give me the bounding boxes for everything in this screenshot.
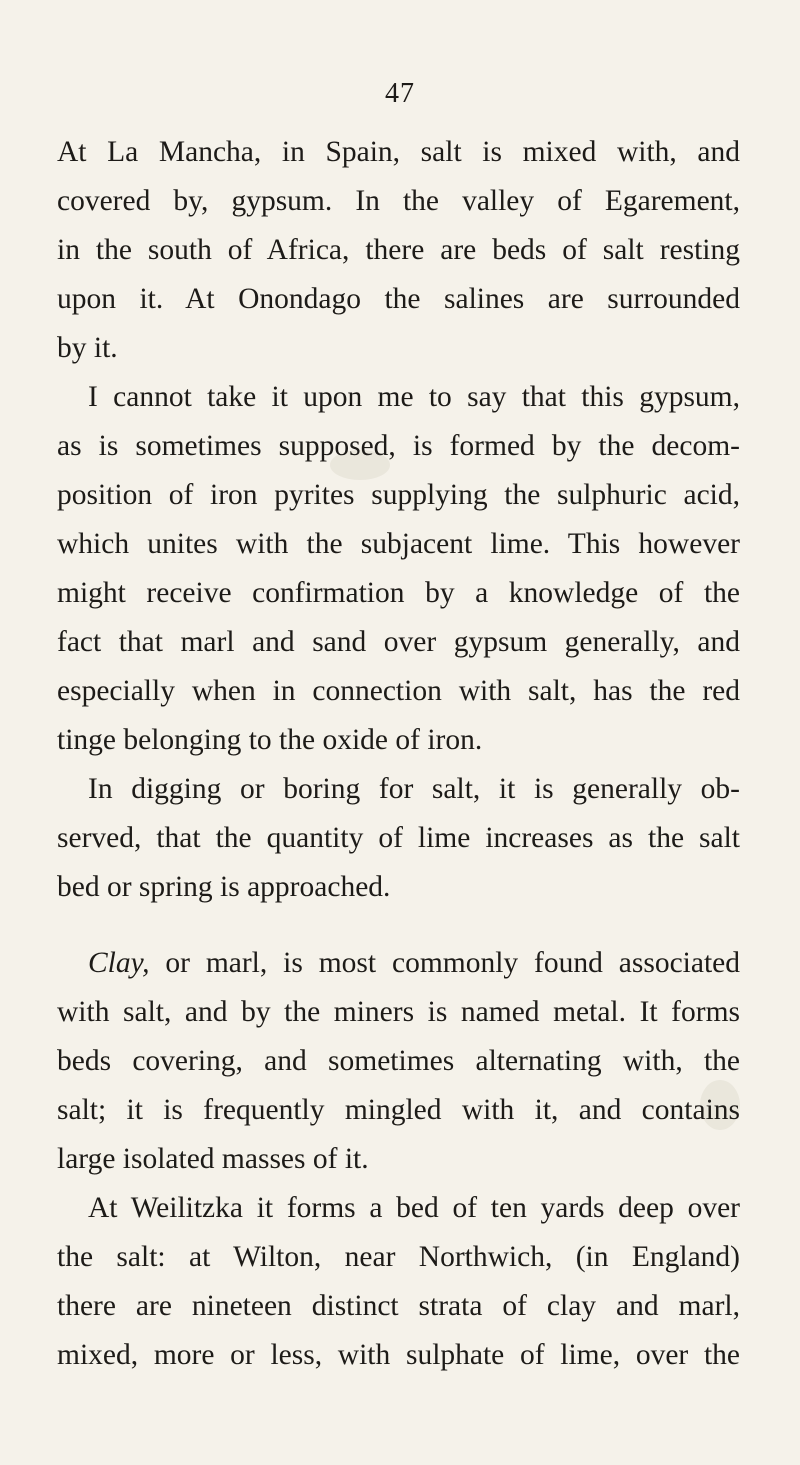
text-line bbox=[57, 939, 740, 988]
text-line: position of iron pyrites supplying the sulphuric acid, bbox=[57, 479, 740, 511]
text-line: especially when in connection with salt, has the red bbox=[57, 675, 740, 707]
text-line: tinge belonging to the oxide of iron. bbox=[57, 724, 483, 756]
text-line: upon it. At Onondago the salines are surrounded bbox=[57, 283, 740, 315]
text-line: which unites with the subjacent lime. This however bbox=[57, 528, 740, 560]
text-line: by it. bbox=[57, 332, 118, 364]
text-line: the salt: at Wilton, near Northwich, (in England) bbox=[57, 1241, 740, 1273]
text-line: In digging or boring for salt, it is generally ob- bbox=[88, 773, 740, 805]
text-line-rest: or marl, is most commonly found associated bbox=[149, 947, 740, 979]
text-line: mixed, more or less, with sulphate of lime, over the bbox=[57, 1339, 740, 1371]
page-number: 47 bbox=[385, 78, 415, 109]
text-line: salt; it is frequently mingled with it, and contains bbox=[57, 1094, 740, 1126]
text-line: large isolated masses of it. bbox=[57, 1143, 369, 1175]
text-line: as is sometimes supposed, is formed by the decom- bbox=[57, 430, 740, 462]
text-line: beds covering, and sometimes alternating with, the bbox=[57, 1045, 740, 1077]
text-line: At La Mancha, in Spain, salt is mixed with, and bbox=[57, 136, 740, 168]
page-body-text bbox=[57, 128, 740, 1380]
text-line: served, that the quantity of lime increases as the salt bbox=[57, 822, 740, 854]
text-line: fact that marl and sand over gypsum generally, and bbox=[57, 626, 740, 658]
text-line: bed or spring is approached. bbox=[57, 871, 391, 903]
italic-term: Clay, bbox=[88, 947, 150, 979]
paragraph-gap bbox=[57, 912, 740, 939]
text-line: there are nineteen distinct strata of clay and marl, bbox=[57, 1290, 740, 1322]
text-line: with salt, and by the miners is named metal. It forms bbox=[57, 996, 740, 1028]
text-line: At Weilitzka it forms a bed of ten yards deep over bbox=[88, 1192, 740, 1224]
text-line: in the south of Africa, there are beds of salt resting bbox=[57, 234, 740, 266]
text-line: I cannot take it upon me to say that this gypsum, bbox=[88, 381, 740, 413]
text-line: might receive confirmation by a knowledge of the bbox=[57, 577, 740, 609]
text-line: covered by, gypsum. In the valley of Egarement, bbox=[57, 185, 740, 217]
